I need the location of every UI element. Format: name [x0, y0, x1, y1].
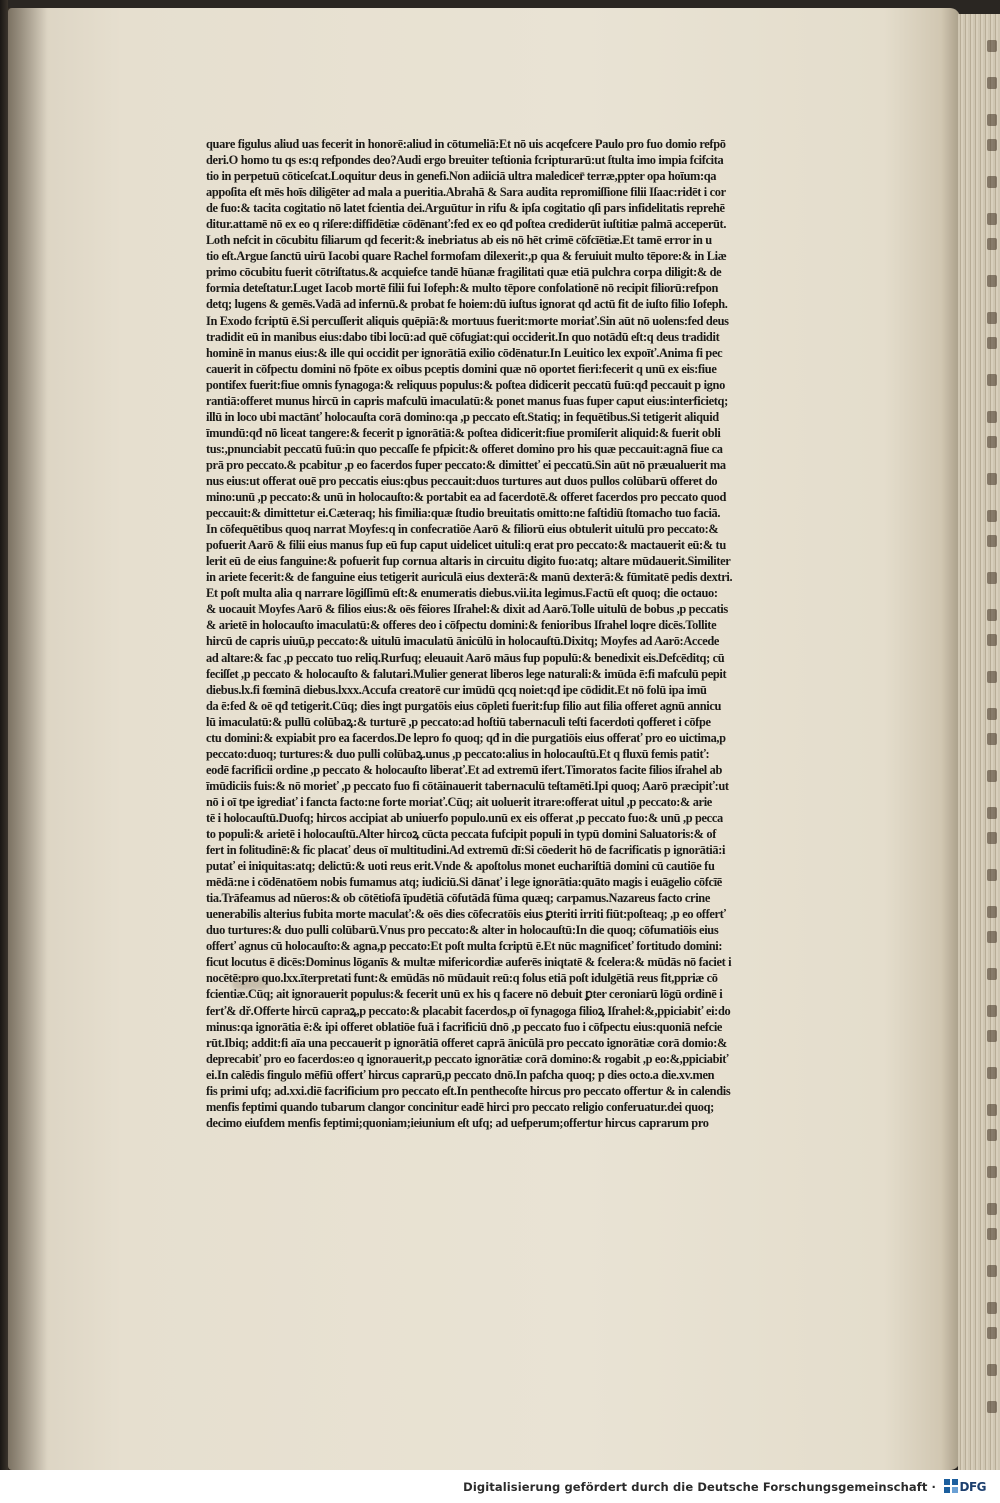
text-line: putať ei iniquitas:atq; delictū:& uoti reus erit.Vnde & apoſtolus monet euchariſtiā domini cū cautiōe fu — [206, 859, 715, 874]
edge-mark — [987, 968, 997, 980]
footer-ribbon — [0, 1470, 1000, 1503]
edge-mark — [987, 733, 997, 745]
text-line: ferť& dř.Offerte hircū capraꝝ,p peccato:& placabit facerdos,p oī fynagoga filioꝝ Iſrahel:&,ppiciabiť ei:do — [206, 1003, 731, 1018]
text-line: tē i holocauſtū.Duofq; hircos accipiat ab uniuerfo populo.unū ex eis offerat ,p peccato fuo:& unū ,p pecca — [206, 810, 723, 825]
edge-mark — [987, 1030, 997, 1042]
text-line: tio eſt.Argue ſanctū uirū Iacobi quare Rachel formofam dilexerit:,p qua & feruiuit multo tēpore:& in Liæ — [206, 249, 727, 264]
edge-mark — [987, 473, 997, 485]
page-edge-marks — [985, 40, 1000, 1440]
edge-mark — [987, 1104, 997, 1116]
edge-mark — [987, 1265, 997, 1277]
text-line: lū imaculatū:& pullū colūbaꝝ:& turturē ,p peccato:ad hoſtiū tabernaculi teſti facerdoti qofferet i cōfpe — [206, 714, 711, 729]
edge-mark — [987, 114, 997, 126]
text-line: primo cōcubitu fuerit cōtriſtatus.& acquiefce tandē hūanæ fragilitati quæ etiā pulchra corpa diligit:& de — [206, 265, 722, 280]
text-line: tia.Trāfeamus ad nūeros:& ob cōtētiofā īpudētiā cōfutādā fūma quæq; carpamus.Nazareus facto crine — [206, 891, 710, 906]
text-line: offerť agnus cū holocauſto:& agna,p peccato:Et poſt multa fcriptū ē.Et nūc magnificeť fortitudo domini: — [206, 939, 723, 954]
edge-mark — [987, 807, 997, 819]
edge-mark — [987, 374, 997, 386]
text-line: deprecabiť pro eo facerdos:eo q ignorauerit,p peccato ignorātiæ corā domino:& rogabit ,p eo:&,ppiciabiť — [206, 1051, 729, 1066]
edge-mark — [987, 634, 997, 646]
text-line: In cōfequētibus quoq narrat Moyfes:q in confecratiōe Aarō & filiorū eius obtulerit uitulū pro peccato:& — [206, 522, 719, 537]
text-line: Et poſt multa alia q narrare lōgiſſimū eſt:& enumeratis diebus.vii.ita legimus.Factū eſt quoq; die octauo: — [206, 586, 718, 601]
text-line: ficut locutus ē dicēs:Dominus lōganīs & multæ mifericordiæ auferēs iniqtatē & fcelera:& mūdās nō faciet i — [206, 955, 732, 970]
text-line: feciſſet ,p peccato & holocauſto & falutari.Mulier generat liberos lege naturali:& imūda ē:fi mafculū pepit — [206, 666, 727, 681]
text-line: tio in perpetuū cōticeſcat.Loquitur deus in genefi.Non adiiciā ultra maledicer̄ terræ,ppter opa hoīum:qa — [206, 169, 717, 184]
edge-mark — [987, 1129, 997, 1141]
text-line: nō i oī tpe igrediať i fancta facto:ne forte moriať.Cūq; ait uoluerit itrare:offerat uitul ,p peccato:& arie — [206, 794, 712, 809]
edge-mark — [987, 1005, 997, 1017]
text-line: diebus.lx.fi fœminā diebus.lxxx.Accufa creatorē cur imūdū qcq noiet:qđ ipe cōdidit.Et nō folū ipa imū — [206, 682, 707, 697]
text-line: lerit eū de eius fanguine:& pofuerit fup cornua altaris in circuitu digito fuo:atq; altare mūdauerit.Similiter — [206, 554, 731, 569]
text-line: fert in folitudinē:& fic placať deus oī multitudini.Ad extremū dī:Si cōederit hō de facrificatis p ignorātiā:i — [206, 843, 726, 858]
edge-mark — [987, 337, 997, 349]
edge-mark — [987, 510, 997, 522]
text-line: de fuo:& tacita cogitatio nō latet fcientia dei.Arguūtur in rifu & ipſa cogitatio qſi pars infidelitatis reprehē — [206, 201, 725, 216]
edge-mark — [987, 238, 997, 250]
edge-mark — [987, 275, 997, 287]
text-line: mēdā:ne i cōdēnatōem nobis fumamus atq; iudiciū.Si dānať i lege ignorātia:quāto magis i euāgelio cōfcīē — [206, 875, 722, 890]
edge-mark — [987, 1166, 997, 1178]
text-line: prā pro peccato.& pcabitur ,p eo facerdos fuper peccato:& dimitteť ei peccatū.Sin aūt nō præualuerit ma — [206, 457, 726, 472]
text-block — [206, 136, 942, 1131]
text-line: In Exodo fcriptū ē.Si percuſſerit aliquis quēpiā:& mortuus fuerit:morte moriať.Sin aūt nō uolens:fed deus — [206, 313, 729, 328]
text-line: & uocauit Moyfes Aarō & filios eius:& oēs fēiores Iſrahel:& dixit ad Aarō.Tolle uitulū de bobus ,p peccatis — [206, 602, 728, 617]
text-line: ctu domini:& expiabit pro ea facerdos.De lepro fo quoq; qđ in die purgatiōis eius offerať pro eo uictima,p — [206, 730, 726, 745]
text-line: nus eius:ut offerat ouē pro peccatis eius:qbus peccauit:duos turtures aut duos pullos colūbarū offeret do — [206, 473, 718, 488]
text-line: quare figulus aliud uas fecerit in honorē:aliud in cōtumeliā:Et nō uis acqefcere Paulo pro fuo domio refpō — [206, 137, 726, 151]
edge-mark — [987, 832, 997, 844]
edge-mark — [987, 139, 997, 151]
text-line: īmundū:qđ nō liceat tangere:& fecerit p ignorātiā:& poſtea didicerit:fiue promiſerit aliquid:& fuerit obli — [206, 425, 721, 440]
text-line: rūt.Ibiq; addit:fi aīa una peccauerit p ignorātiā offeret caprā ānicūlā pro peccato ignorātiæ corā domio:& — [206, 1035, 727, 1050]
edge-mark — [987, 609, 997, 621]
edge-mark — [987, 1203, 997, 1215]
text-line: to populi:& arietē i holocauſtū.Alter hircoꝝ cūcta peccata fufcipit populi in typū domini Saluatoris:& of — [206, 827, 716, 842]
funding-credit: Digitalisierung gefördert durch die Deutsche Forschungsgemeinschaft · — [463, 1480, 936, 1494]
edge-mark — [987, 176, 997, 188]
edge-mark — [987, 1364, 997, 1376]
dfg-logo — [944, 1477, 986, 1496]
text-line: ditur.attamē nō ex eo q riſere:diffidētiæ cōdēnanť:fed ex eo qđ poſtea crediderūt iuſtitiæ palmā acceperūt. — [206, 217, 727, 232]
text-line: peccauit:& dimittetur ei.Cæteraq; his fimilia:quæ ſtudio breuitatis omitto:ne faſtidiū ſtomacho tuo faciā. — [206, 506, 721, 521]
text-line: tus:,pnunciabit peccatū fuū:in quo peccaſſe fe pfpicit:& offeret domino pro his quæ peccauit:agnā fiue ca — [206, 441, 723, 456]
text-line: duo turtures:& duo pulli colūbarū.Vnus pro peccato:& alter in holocauſtū:In die quoq; cōfumatiōis eius — [206, 923, 719, 938]
text-line: pofuerit Aarō & filii eius manus fup eū fup caput uidelicet uituli:q erat pro peccato:& mactauerit eū:& tu — [206, 538, 726, 553]
edge-mark — [987, 869, 997, 881]
scanner-edge — [0, 0, 8, 1470]
text-line: detq; lugens & gemēs.Vadā ad infernū.& probat fe hoiem:dū iuſtus ignorat qd actū fit de iuſto filio Iofeph. — [206, 297, 728, 312]
edge-mark — [987, 1302, 997, 1314]
edge-mark — [987, 1401, 997, 1413]
text-line: menfis feptimi quando tubarum clangor concinitur eadē hirci pro peccato religio conferuatur.dei quoq; — [206, 1099, 714, 1114]
text-line: formia deteſtatur.Luget Iacob mortē filii fui Iofeph:& multo tēpore confolationē nō recipit filiorū:refpon — [206, 281, 719, 296]
text-line: īmūdiciis fuis:& nō morieť ,p peccato fuo fi cōtāinauerit tabernaculū teſtamēti.Ipi quoq; Aarō præcipiť:ut — [206, 778, 729, 793]
text-line: illū in loco ubi mactānť holocauſta corā domino:qa ,p peccato eſt.Statiq; in fequētibus.Si tetigerit aliquid — [206, 409, 719, 424]
edge-mark — [987, 436, 997, 448]
text-line: appoſita eſt mēs hoīs diligēter ad mala a pueritia.Abrahā & Sara audita repromiſſione filii Iſaac:ridēt i cor — [206, 185, 726, 200]
edge-mark — [987, 77, 997, 89]
edge-mark — [987, 572, 997, 584]
edge-mark — [987, 1327, 997, 1339]
text-line: uenerabilis alterius fubita morte maculať:& oēs dies cōfecratōis eius ꝑteriti irriti fiūt:poſteaq; ,p eo offerť — [206, 907, 726, 922]
text-line: deri.O homo tu qs es:q refpondes deo?Audi ergo breuiter teſtionia fcripturarū:ut ſtulta imo impia fcifcita — [206, 153, 724, 168]
edge-mark — [987, 40, 997, 52]
text-line: hircū de capris uiuū,p peccato:& uitulū imaculatū ānicūlū in holocauſtū.Dixitq; Moyfes ad Aarō:Accede — [206, 634, 720, 649]
edge-mark — [987, 213, 997, 225]
dfg-logo-text: DFG — [959, 1479, 986, 1494]
text-line: Loth nefcit in cōcubitu filiarum qd fecerit:& inebriatus ab eis nō hēt crimē cōfcīētiæ.Et tamē error in u — [206, 233, 712, 248]
edge-mark — [987, 535, 997, 547]
edge-mark — [987, 1228, 997, 1240]
edge-mark — [987, 312, 997, 324]
edge-mark — [987, 931, 997, 943]
text-line: nocētē:pro quo.lxx.īterpretati funt:& emūdās nō mūdauit reū:q folus etiā poſt idulgētiā reus fit,ppriæ cō — [206, 971, 718, 986]
text-line: peccato:duoq; turtures:& duo pulli colūbaꝝ.unus ,p peccato:alius in holocauſtū.Et q fluxū femis patiť: — [206, 746, 710, 761]
text-line: da ē:fed & oē qđ tetigerit.Cūq; dies ingt purgatōis eius cōpleti fuerit:fup filio aut filia offeret agnū annicu — [206, 698, 722, 713]
text-line: eodē facrificii ordine ,p peccato & holocauſto liberať.Et ad extremū ifert.Timoratos facite filios iſrahel ab — [206, 762, 723, 777]
text-line: cauerit in cōfpectu domini nō fpōte ex oibus pceptis domini quæ nō oportet fieri:fecerit q unū ex eis:fiue — [206, 361, 717, 376]
text-line: fis primi ufq; ad.xxi.diē facrificium pro peccato eſt.In penthecoſte hircus pro peccato offertur & in calendis — [206, 1083, 731, 1098]
text-line: ad altare:& fac ,p peccato tuo reliq.Rurfuq; eleuauit Aarō māus fup populū:& benedixit eis.Defcēditq; cū — [206, 650, 725, 665]
text-line: fcientiæ.Cūq; ait ignorauerit populus:& fecerit unū ex his q facere nō debuit ꝑter ceroniarū lōgū ordinē i — [206, 987, 723, 1002]
text-line: tradidit eū in manibus eius:dabo tibi locū:ad quē cōfugiat:qui occiderit.In quo notādū eſt:q deus tradidit — [206, 329, 720, 344]
text-line: ei.In calēdis fingulo mēfiū offerť hircus caprarū,p peccato dnō.In pafcha quoq; p dies octo.a die.xv.men — [206, 1067, 715, 1082]
text-line: mino:unū ,p peccato:& unū in holocauſto:& portabit ea ad facerdotē.& offeret facerdos pro peccato quod — [206, 490, 727, 505]
text-line: pontifex fuerit:fiue omnis fynagoga:& reliquus populus:& poſtea didicerit peccatū fuū:qđ peccauit p igno — [206, 377, 725, 392]
edge-mark — [987, 770, 997, 782]
edge-mark — [987, 906, 997, 918]
text-line: & arietē in holocauſto imaculatū:& offeres deo i cōfpectu domini:& fenioribus Iſrahel loqre dicēs.Tollite — [206, 618, 717, 633]
edge-mark — [987, 708, 997, 720]
text-line: decimo eiufdem menfis feptimi;quoniam;ieiunium eſt ufq; ad uefperum;offertur hircus caprarum pro — [206, 1115, 709, 1130]
edge-mark — [987, 1067, 997, 1079]
text-line: in ariete fecerit:& de fanguine eius tetigerit auriculā eius dexterā:& manū dexterā:& fūmitatē pedis dextri. — [206, 570, 733, 585]
dfg-logo-icon — [944, 1479, 956, 1495]
text-line: rantiā:offeret munus hircū in capris mafculū imaculatū:& ponet manus fuas fuper caput eius:interficietq; — [206, 393, 728, 408]
edge-mark — [987, 671, 997, 683]
text-line: minus:qa ignorātia ē:& ipi offeret oblatiōe fuā i facrificiū dnō ,p peccato fuo i cōfpectu eius:quoniā nefcie — [206, 1019, 723, 1034]
text-line: hominē in manus eius:& ille qui occidit per ignorātiā exilio cōdēnatur.In Leuitico lex expoīť.Anima fi pec — [206, 345, 723, 360]
binding-shadow — [8, 8, 48, 1470]
edge-mark — [987, 411, 997, 423]
